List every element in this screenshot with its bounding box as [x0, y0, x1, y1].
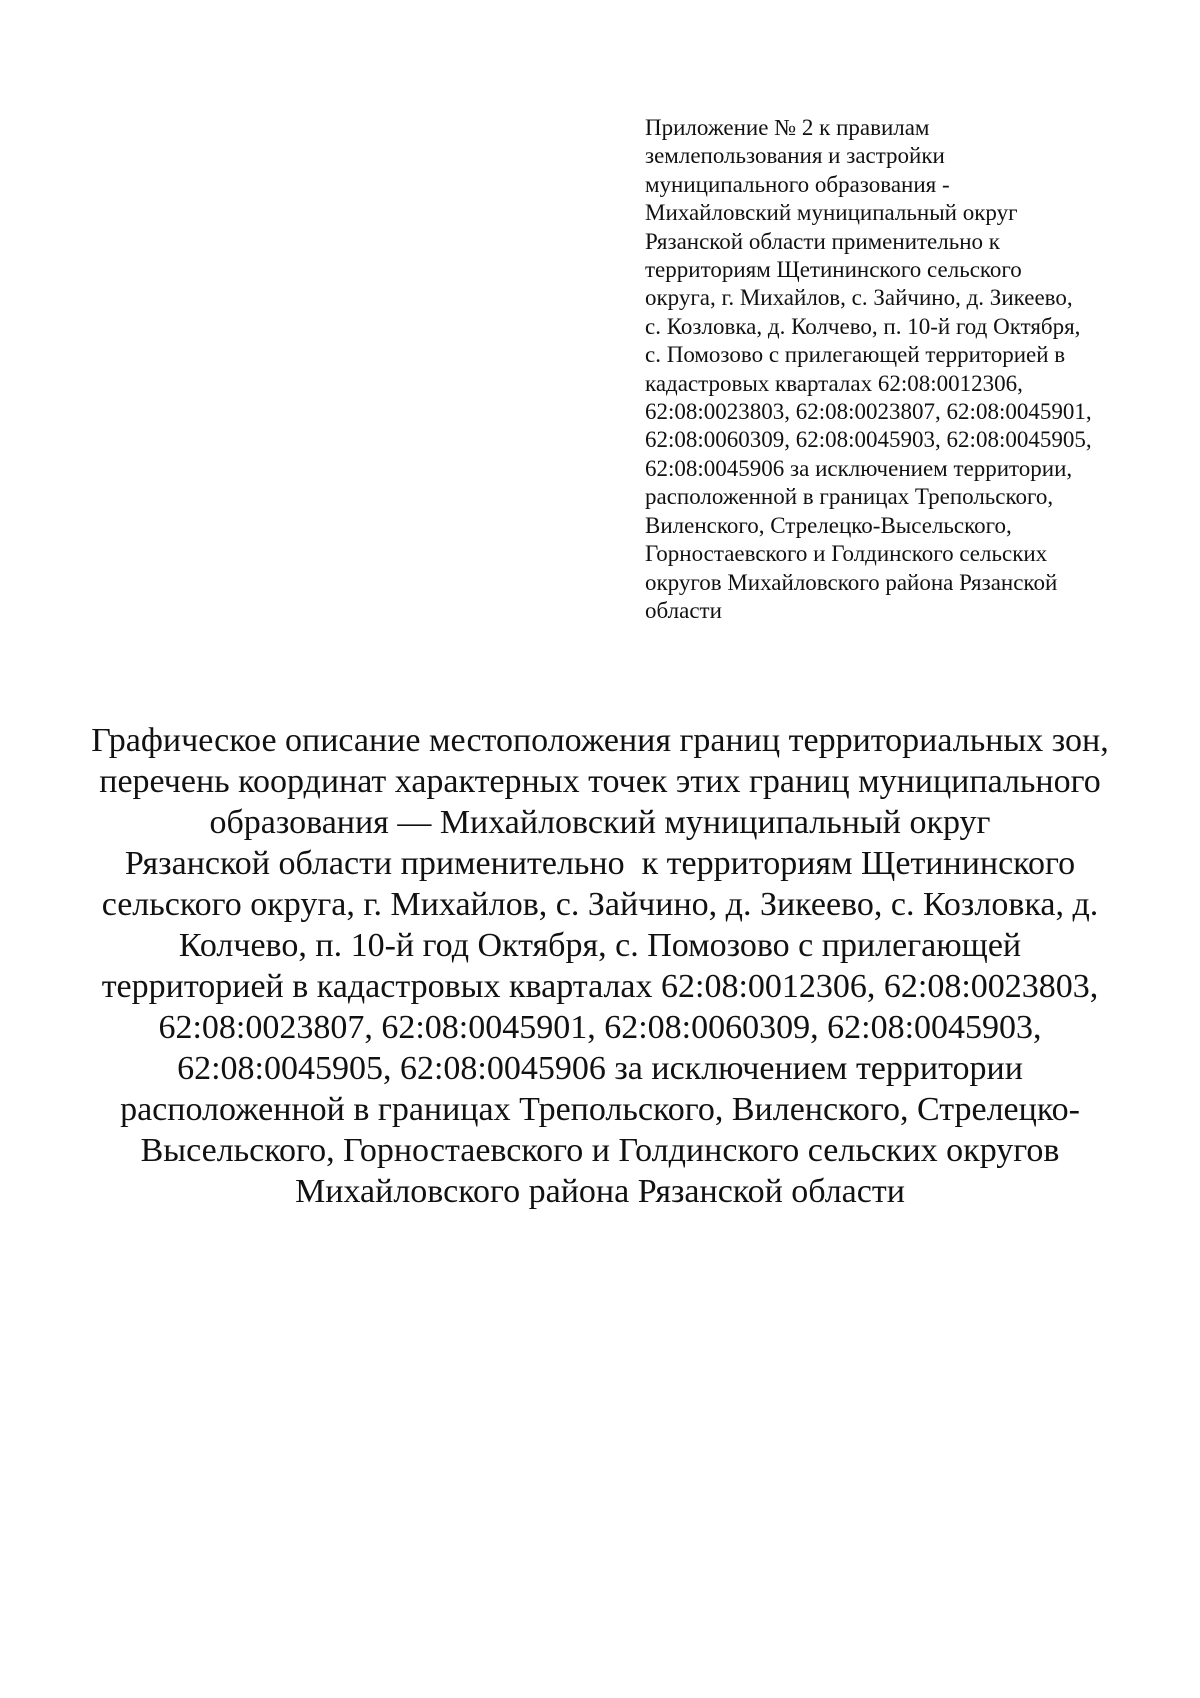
title-line: сельского округа, г. Михайлов, с. Зайчино, д. Зикеево, с. Козловка, д.: [101, 886, 1099, 923]
appendix-note-line: муниципального образования -: [645, 171, 950, 197]
appendix-note-line: землепользования и застройки: [645, 143, 945, 169]
appendix-note-line: кадастровых кварталах 62:08:0012306,: [645, 370, 1023, 396]
title-line: расположенной в границах Трепольского, Виленского, Стрелецко-: [120, 1091, 1080, 1128]
appendix-note-line: территориям Щетининского сельского: [645, 257, 1022, 283]
title-line: 62:08:0023807, 62:08:0045901, 62:08:0060309, 62:08:0045903,: [158, 1009, 1042, 1046]
appendix-note-line: Рязанской области применительно к: [645, 228, 1000, 254]
title-line: Высельского, Горностаевского и Голдинского сельских округов: [140, 1132, 1060, 1169]
appendix-note-line: Виленского, Стрелецко-Высельского,: [645, 512, 1012, 538]
appendix-note-line: Приложение № 2 к правилам: [645, 115, 930, 140]
title-line: Михайловского района Рязанской области: [295, 1173, 905, 1210]
appendix-note-line: области: [645, 597, 722, 623]
appendix-note-line: 62:08:0060309, 62:08:0045903, 62:08:0045905,: [645, 427, 1092, 453]
appendix-note-line: 62:08:0045906 за исключением территории,: [645, 455, 1073, 481]
appendix-note-line: округов Михайловского района Рязанской: [645, 569, 1058, 595]
title-line: образования — Михайловский муниципальный округ: [209, 804, 991, 841]
appendix-note-line: округа, г. Михайлов, с. Зайчино, д. Зикеево,: [645, 285, 1073, 311]
document-title: [80, 720, 1120, 1212]
appendix-note-line: с. Помозово с прилегающей территорией в: [645, 342, 1066, 368]
appendix-note-line: Горностаевского и Голдинского сельских: [645, 541, 1048, 567]
appendix-note-line: расположенной в границах Трепольского,: [645, 484, 1054, 510]
appendix-note: [645, 114, 1145, 625]
title-line: 62:08:0045905, 62:08:0045906 за исключением территории: [177, 1050, 1023, 1087]
title-line: территорией в кадастровых кварталах 62:08:0012306, 62:08:0023803,: [101, 968, 1099, 1005]
title-line: перечень координат характерных точек этих границ муниципального: [99, 763, 1101, 800]
title-line: Колчево, п. 10-й год Октября, с. Помозово с прилегающей: [178, 927, 1022, 964]
appendix-note-line: с. Козловка, д. Колчево, п. 10-й год Октября,: [645, 313, 1081, 339]
appendix-note-line: 62:08:0023803, 62:08:0023807, 62:08:0045901,: [645, 399, 1092, 425]
appendix-note-line: Михайловский муниципальный округ: [645, 200, 1018, 226]
title-line: Графическое описание местоположения границ территориальных зон,: [91, 722, 1109, 759]
title-line: Рязанской области применительно к территориям Щетининского: [124, 845, 1076, 882]
